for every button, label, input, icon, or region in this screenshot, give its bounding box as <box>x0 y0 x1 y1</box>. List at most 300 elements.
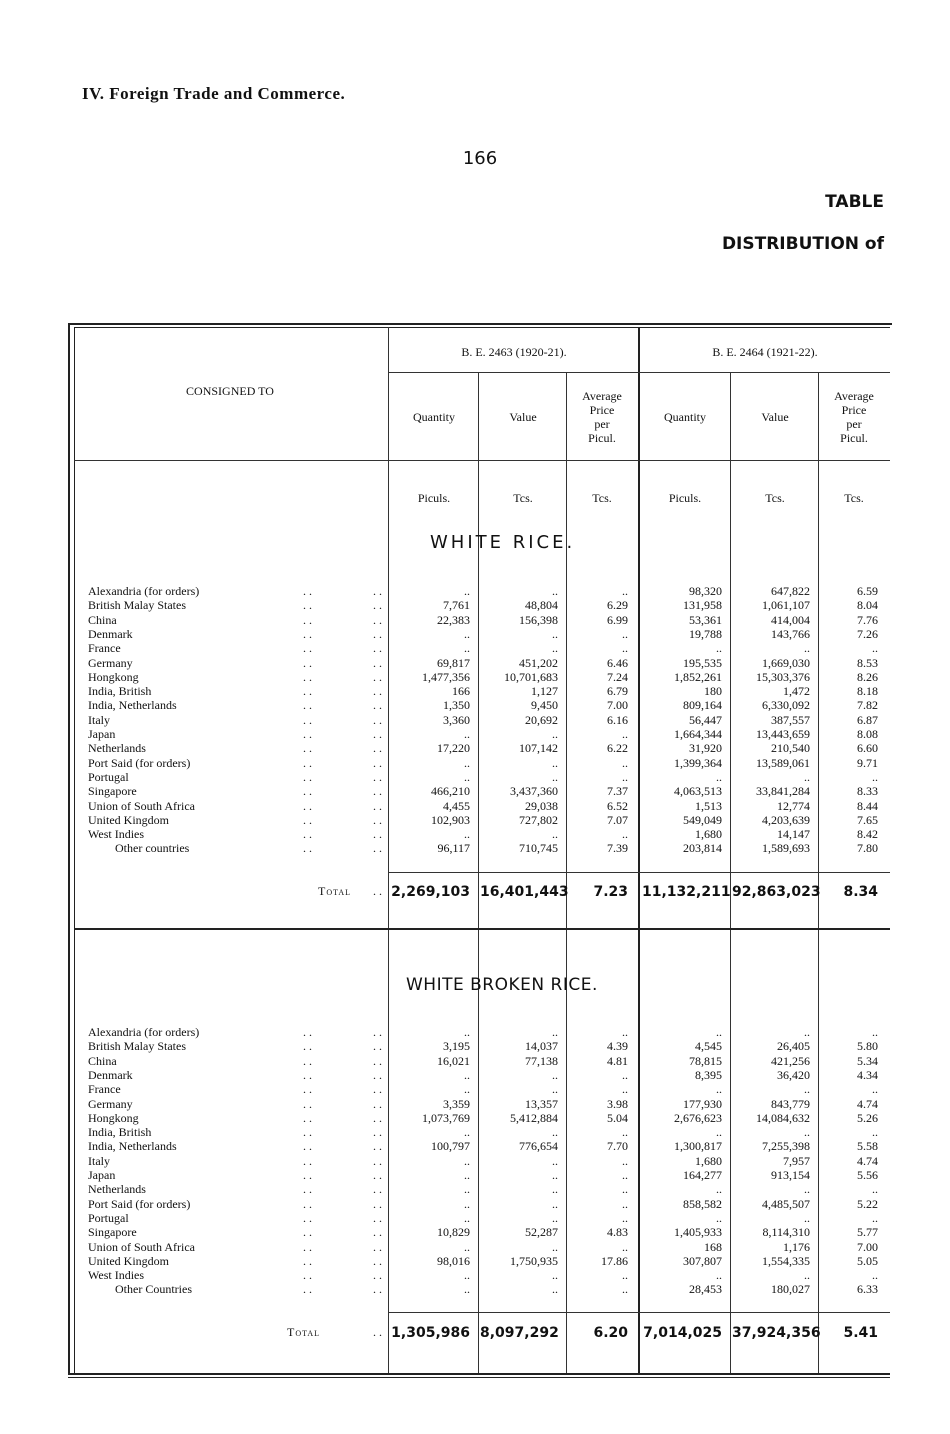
avg-price-1: .. <box>622 1082 628 1097</box>
country-name: Singapore <box>88 1225 137 1240</box>
avg-price-2: .. <box>872 769 878 784</box>
value-1: .. <box>552 1168 558 1182</box>
quantity-2: 31,920 <box>689 741 722 756</box>
quantity-1: 7,761 <box>443 598 470 613</box>
quantity-2: 1,399,364 <box>674 755 722 770</box>
value-1: 710,745 <box>519 841 558 856</box>
table-row <box>0 656 950 670</box>
country-name: Denmark <box>88 626 133 641</box>
unit-tcs-3: Tcs. <box>765 491 785 505</box>
quantity-1: .. <box>464 1196 470 1211</box>
avg-price-2: 5.56 <box>857 1168 878 1182</box>
avg-price-2: 8.53 <box>857 655 878 670</box>
value-1: 727,802 <box>519 812 558 827</box>
total-v1: 16,401,443 <box>480 884 569 900</box>
value-1: .. <box>552 827 558 842</box>
country-name: Union of South Africa <box>88 1239 195 1254</box>
quantity-1: .. <box>464 1282 470 1297</box>
leader-dots: . . <box>373 1253 382 1268</box>
leader-dots: . . <box>373 1082 382 1097</box>
value-1: 3,437,360 <box>510 784 558 799</box>
avg-price-2: 6.87 <box>857 712 878 727</box>
avg-price-2: 6.59 <box>857 584 878 598</box>
quantity-1: .. <box>464 1239 470 1254</box>
leader-dots: . . <box>303 1196 312 1211</box>
leader-dots: . . <box>303 1139 312 1154</box>
value-2: 1,554,335 <box>762 1253 810 1268</box>
value-2: 12,774 <box>777 798 810 813</box>
table-row <box>0 1182 950 1196</box>
leader-dots: . . <box>303 612 312 627</box>
country-name: West Indies <box>88 827 145 842</box>
leader-dots: . . <box>373 1239 382 1254</box>
quantity-2: 203,814 <box>683 841 722 856</box>
leader-dots: . . <box>373 1225 382 1240</box>
value-header-1: Value <box>509 410 537 424</box>
table-row <box>0 1211 950 1225</box>
avg-price-2: 4.74 <box>857 1096 878 1111</box>
avg-l2: Price <box>589 403 615 417</box>
period-1-header: B. E. 2463 (1920-21). <box>461 345 567 359</box>
avg-l4: Picul. <box>840 431 868 445</box>
avg-price-1: 6.52 <box>607 798 628 813</box>
leader-dots: . . <box>373 626 382 641</box>
leader-dots: . . <box>303 641 312 656</box>
quantity-2: 1,405,933 <box>674 1225 722 1240</box>
avg-price-header-2 <box>818 389 890 445</box>
table-row <box>0 613 950 627</box>
leader-dots: . . <box>303 626 312 641</box>
leader-dots: . . <box>303 1025 312 1039</box>
quantity-2: 28,453 <box>689 1282 722 1297</box>
period-2-header: B. E. 2464 (1921-22). <box>712 345 818 359</box>
avg-l1: Average <box>834 389 874 403</box>
value-1: 9,450 <box>531 698 558 713</box>
country-name: West Indies <box>88 1268 145 1283</box>
quantity-2: 19,788 <box>689 626 722 641</box>
table-word: TABLE <box>825 192 884 212</box>
table-row <box>0 1068 950 1082</box>
table-row <box>0 1282 950 1296</box>
avg-price-2: 7.80 <box>857 841 878 856</box>
avg-price-2: .. <box>872 641 878 656</box>
avg-price-1: .. <box>622 1182 628 1197</box>
frame-bottom-inner <box>68 1377 890 1378</box>
table-row <box>0 1082 950 1096</box>
country-name: Port Said (for orders) <box>88 1196 191 1211</box>
value-1: .. <box>552 727 558 741</box>
value-2: 8,114,310 <box>762 1225 810 1240</box>
avg-price-2: 5.26 <box>857 1110 878 1125</box>
total-a1: 7.23 <box>593 884 628 900</box>
value-2: .. <box>804 1025 810 1039</box>
avg-price-1: .. <box>622 1282 628 1297</box>
value-2: .. <box>804 1182 810 1197</box>
table-row <box>0 1139 950 1153</box>
avg-price-2: 8.08 <box>857 727 878 741</box>
leader-dots: . . <box>373 1139 382 1154</box>
total-q1: 1,305,986 <box>391 1325 470 1341</box>
avg-price-2: 5.05 <box>857 1253 878 1268</box>
leader-dots: . . <box>303 584 312 598</box>
value-1: .. <box>552 1153 558 1168</box>
avg-l3: per <box>846 417 862 431</box>
total-dots: . . <box>373 1325 382 1339</box>
quantity-header-2: Quantity <box>664 410 706 424</box>
value-2: 180,027 <box>771 1282 810 1297</box>
value-1: .. <box>552 641 558 656</box>
quantity-2: 1,513 <box>695 798 722 813</box>
value-1: .. <box>552 1196 558 1211</box>
avg-price-1: .. <box>622 584 628 598</box>
quantity-1: .. <box>464 755 470 770</box>
leader-dots: . . <box>303 798 312 813</box>
quantity-1: 166 <box>452 684 470 699</box>
unit-tcs-2: Tcs. <box>592 491 612 505</box>
table-row <box>0 1025 950 1039</box>
frame-inner-top <box>74 327 890 328</box>
total-a2: 5.41 <box>843 1325 878 1341</box>
avg-price-1: 7.70 <box>607 1139 628 1154</box>
table-row <box>0 627 950 641</box>
avg-price-1: 4.81 <box>607 1053 628 1068</box>
quantity-1: .. <box>464 1025 470 1039</box>
country-name: Port Said (for orders) <box>88 755 191 770</box>
avg-price-2: 9.71 <box>857 755 878 770</box>
country-name: Portugal <box>88 1210 129 1225</box>
total-q2: 7,014,025 <box>643 1325 722 1341</box>
avg-price-1: 7.39 <box>607 841 628 856</box>
avg-l3: per <box>594 417 610 431</box>
country-name: Portugal <box>88 769 129 784</box>
avg-price-2: .. <box>872 1125 878 1140</box>
consigned-to-header: CONSIGNED TO <box>186 384 274 398</box>
value-2: .. <box>804 641 810 656</box>
quantity-1: 22,383 <box>437 612 470 627</box>
value-1: 14,037 <box>525 1039 558 1054</box>
value-2: 1,176 <box>783 1239 810 1254</box>
value-1: .. <box>552 769 558 784</box>
quantity-2: 4,063,513 <box>674 784 722 799</box>
value-1: 10,701,683 <box>504 669 558 684</box>
avg-price-2: 8.44 <box>857 798 878 813</box>
avg-l2: Price <box>841 403 867 417</box>
quantity-1: 96,117 <box>437 841 470 856</box>
leader-dots: . . <box>373 827 382 842</box>
quantity-1: .. <box>464 1210 470 1225</box>
country-name: India, British <box>88 684 152 699</box>
table-row <box>0 713 950 727</box>
quantity-1: .. <box>464 769 470 784</box>
country-name: Japan <box>88 1168 116 1182</box>
leader-dots: . . <box>373 784 382 799</box>
avg-price-1: 7.24 <box>607 669 628 684</box>
leader-dots: . . <box>303 1225 312 1240</box>
leader-dots: . . <box>373 1196 382 1211</box>
value-2: 14,084,632 <box>756 1110 810 1125</box>
leader-dots: . . <box>373 669 382 684</box>
table-row <box>0 813 950 827</box>
leader-dots: . . <box>303 684 312 699</box>
total-dots: . . <box>373 884 382 898</box>
value-1: 13,357 <box>525 1096 558 1111</box>
avg-price-2: 5.34 <box>857 1053 878 1068</box>
country-name: Hongkong <box>88 1110 139 1125</box>
table-row <box>0 1197 950 1211</box>
leader-dots: . . <box>373 1282 382 1297</box>
period-rule <box>388 372 890 373</box>
avg-price-2: .. <box>872 1268 878 1283</box>
leader-dots: . . <box>373 1067 382 1082</box>
quantity-2: .. <box>716 1268 722 1283</box>
leader-dots: . . <box>373 712 382 727</box>
value-2: .. <box>804 1268 810 1283</box>
quantity-1: .. <box>464 1182 470 1197</box>
table-row <box>0 698 950 712</box>
leader-dots: . . <box>303 755 312 770</box>
leader-dots: . . <box>303 841 312 856</box>
leader-dots: . . <box>373 812 382 827</box>
quantity-2: 1,680 <box>695 1153 722 1168</box>
leader-dots: . . <box>373 1268 382 1283</box>
leader-dots: . . <box>303 1096 312 1111</box>
avg-price-1: .. <box>622 1196 628 1211</box>
leader-dots: . . <box>373 1110 382 1125</box>
table-row <box>0 741 950 755</box>
leader-dots: . . <box>303 712 312 727</box>
avg-price-1: 4.39 <box>607 1039 628 1054</box>
leader-dots: . . <box>373 769 382 784</box>
value-1: 48,804 <box>525 598 558 613</box>
country-name: Germany <box>88 1096 133 1111</box>
value-2: .. <box>804 1210 810 1225</box>
avg-price-1: .. <box>622 1210 628 1225</box>
total-q1: 2,269,103 <box>391 884 470 900</box>
value-1: .. <box>552 1182 558 1197</box>
leader-dots: . . <box>373 841 382 856</box>
avg-price-1: 7.07 <box>607 812 628 827</box>
quantity-1: .. <box>464 584 470 598</box>
value-1: 77,138 <box>525 1053 558 1068</box>
quantity-2: 177,930 <box>683 1096 722 1111</box>
leader-dots: . . <box>373 655 382 670</box>
value-2: 843,779 <box>771 1096 810 1111</box>
avg-price-1: 6.16 <box>607 712 628 727</box>
avg-price-2: 4.74 <box>857 1153 878 1168</box>
country-name: British Malay States <box>88 598 186 613</box>
quantity-1: .. <box>464 1082 470 1097</box>
quantity-2: .. <box>716 1082 722 1097</box>
value-2: 13,443,659 <box>756 727 810 741</box>
quantity-2: 4,545 <box>695 1039 722 1054</box>
quantity-1: 1,477,356 <box>422 669 470 684</box>
value-2: 15,303,376 <box>756 669 810 684</box>
country-name: Germany <box>88 655 133 670</box>
country-name: British Malay States <box>88 1039 186 1054</box>
avg-l1: Average <box>582 389 622 403</box>
value-2: 14,147 <box>777 827 810 842</box>
value-2: 143,766 <box>771 626 810 641</box>
value-1: .. <box>552 584 558 598</box>
avg-price-2: 6.60 <box>857 741 878 756</box>
leader-dots: . . <box>303 1168 312 1182</box>
white-broken-rice-heading: WHITE BROKEN RICE. <box>406 975 598 995</box>
quantity-2: 164,277 <box>683 1168 722 1182</box>
value-2: 1,589,693 <box>762 841 810 856</box>
table-row <box>0 784 950 798</box>
table-row <box>0 1097 950 1111</box>
avg-price-2: 8.33 <box>857 784 878 799</box>
avg-price-2: 8.42 <box>857 827 878 842</box>
leader-dots: . . <box>303 1239 312 1254</box>
leader-dots: . . <box>373 727 382 741</box>
unit-tcs-4: Tcs. <box>844 491 864 505</box>
leader-dots: . . <box>373 741 382 756</box>
table-row <box>0 756 950 770</box>
value-2: 1,061,107 <box>762 598 810 613</box>
country-name: Alexandria (for orders) <box>88 584 200 598</box>
quantity-2: 8,395 <box>695 1067 722 1082</box>
avg-price-2: 5.22 <box>857 1196 878 1211</box>
value-1: 5,412,884 <box>510 1110 558 1125</box>
leader-dots: . . <box>303 784 312 799</box>
quantity-1: 1,073,769 <box>422 1110 470 1125</box>
leader-dots: . . <box>303 1082 312 1097</box>
avg-price-1: .. <box>622 1025 628 1039</box>
quantity-1: 102,903 <box>431 812 470 827</box>
value-2: 1,472 <box>783 684 810 699</box>
value-2: 36,420 <box>777 1067 810 1082</box>
country-name: India, British <box>88 1125 152 1140</box>
value-2: 4,203,639 <box>762 812 810 827</box>
avg-price-1: 3.98 <box>607 1096 628 1111</box>
value-1: .. <box>552 1125 558 1140</box>
total-v1: 8,097,292 <box>480 1325 559 1341</box>
quantity-1: 466,210 <box>431 784 470 799</box>
page-number: 166 <box>462 148 498 169</box>
table-row <box>0 1268 950 1282</box>
quantity-2: 53,361 <box>689 612 722 627</box>
quantity-1: 3,195 <box>443 1039 470 1054</box>
country-name: Other Countries <box>115 1282 192 1297</box>
leader-dots: . . <box>373 612 382 627</box>
avg-price-2: .. <box>872 1025 878 1039</box>
value-1: 776,654 <box>519 1139 558 1154</box>
avg-price-1: 6.22 <box>607 741 628 756</box>
white-rice-heading: WHITE RICE. <box>430 532 576 553</box>
avg-price-1: .. <box>622 827 628 842</box>
quantity-2: 1,664,344 <box>674 727 722 741</box>
avg-price-1: .. <box>622 1153 628 1168</box>
quantity-2: 131,958 <box>683 598 722 613</box>
quantity-1: 3,359 <box>443 1096 470 1111</box>
total-label: Total <box>287 1325 321 1339</box>
avg-price-2: 5.58 <box>857 1139 878 1154</box>
quantity-1: 17,220 <box>437 741 470 756</box>
quantity-1: 98,016 <box>437 1253 470 1268</box>
avg-price-1: .. <box>622 1125 628 1140</box>
country-name: Denmark <box>88 1067 133 1082</box>
quantity-2: 1,300,817 <box>674 1139 722 1154</box>
avg-price-1: 7.00 <box>607 698 628 713</box>
value-2: 6,330,092 <box>762 698 810 713</box>
value-1: .. <box>552 1268 558 1283</box>
total-rule-top-2 <box>388 1312 890 1313</box>
avg-price-1: 6.99 <box>607 612 628 627</box>
avg-price-1: .. <box>622 769 628 784</box>
table-row <box>0 841 950 855</box>
table-row <box>0 1054 950 1068</box>
value-1: .. <box>552 626 558 641</box>
leader-dots: . . <box>373 1096 382 1111</box>
avg-price-2: .. <box>872 1210 878 1225</box>
table-row <box>0 670 950 684</box>
quantity-2: 56,447 <box>689 712 722 727</box>
avg-price-2: 7.76 <box>857 612 878 627</box>
header-rule <box>74 460 890 461</box>
country-name: United Kingdom <box>88 1253 169 1268</box>
avg-price-1: 4.83 <box>607 1225 628 1240</box>
quantity-1: 100,797 <box>431 1139 470 1154</box>
quantity-2: 858,582 <box>683 1196 722 1211</box>
section-title: IV. Foreign Trade and Commerce. <box>82 84 346 103</box>
leader-dots: . . <box>373 755 382 770</box>
leader-dots: . . <box>373 1168 382 1182</box>
value-1: 451,202 <box>519 655 558 670</box>
country-name: India, Netherlands <box>88 1139 177 1154</box>
table-row <box>0 584 950 598</box>
avg-price-1: .. <box>622 1168 628 1182</box>
value-1: 1,750,935 <box>510 1253 558 1268</box>
avg-price-1: 6.46 <box>607 655 628 670</box>
value-2: 33,841,284 <box>756 784 810 799</box>
avg-price-2: 7.82 <box>857 698 878 713</box>
table-row <box>0 1168 950 1182</box>
avg-price-1: 6.29 <box>607 598 628 613</box>
total-a2: 8.34 <box>843 884 878 900</box>
leader-dots: . . <box>303 812 312 827</box>
avg-price-1: .. <box>622 1239 628 1254</box>
avg-price-2: .. <box>872 1082 878 1097</box>
avg-price-2: 7.65 <box>857 812 878 827</box>
avg-price-2: .. <box>872 1182 878 1197</box>
distribution-word: DISTRIBUTION of <box>721 234 884 254</box>
table-row <box>0 1125 950 1139</box>
value-2: 210,540 <box>771 741 810 756</box>
quantity-1: .. <box>464 1168 470 1182</box>
avg-price-1: 7.37 <box>607 784 628 799</box>
value-1: .. <box>552 1025 558 1039</box>
avg-price-2: 7.00 <box>857 1239 878 1254</box>
quantity-1: .. <box>464 626 470 641</box>
leader-dots: . . <box>303 1253 312 1268</box>
value-2: 7,255,398 <box>762 1139 810 1154</box>
country-name: Italy <box>88 712 110 727</box>
avg-price-1: 5.04 <box>607 1110 628 1125</box>
quantity-2: .. <box>716 1125 722 1140</box>
value-1: 156,398 <box>519 612 558 627</box>
quantity-2: 307,807 <box>683 1253 722 1268</box>
value-1: .. <box>552 1282 558 1297</box>
total-v2: 92,863,023 <box>732 884 821 900</box>
quantity-2: 78,815 <box>689 1053 722 1068</box>
value-2: .. <box>804 769 810 784</box>
leader-dots: . . <box>373 584 382 598</box>
quantity-2: .. <box>716 1210 722 1225</box>
total-a1: 6.20 <box>593 1325 628 1341</box>
section-divider <box>74 928 890 930</box>
avg-price-2: 7.26 <box>857 626 878 641</box>
